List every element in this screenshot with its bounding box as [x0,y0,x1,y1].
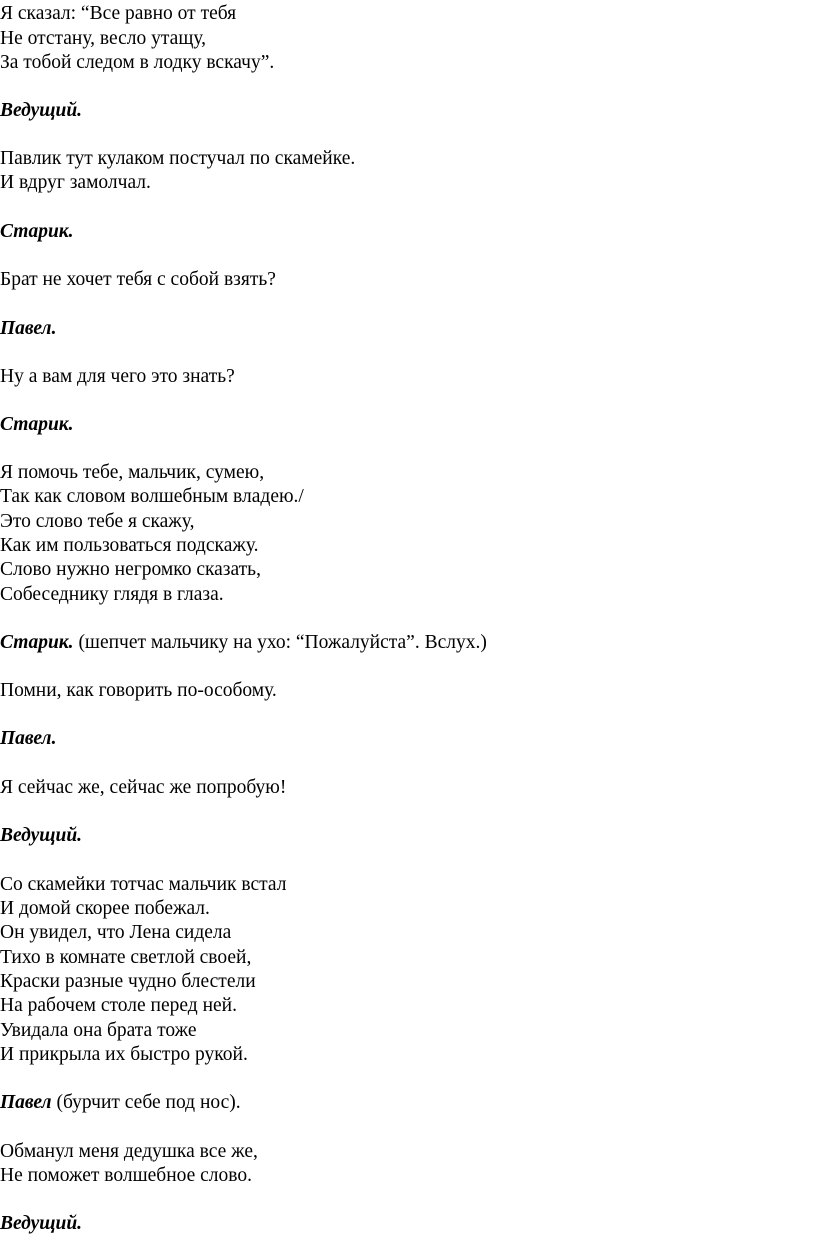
dialogue-line: И вдруг замолчал. [0,172,151,193]
dialogue-line: Как им пользоваться подскажу. [0,535,259,556]
dialogue-line: Обманул меня дедушка все же, [0,1141,258,1162]
dialogue-line: Павлик тут кулаком постучал по скамейке. [0,148,356,169]
dialogue-line: За тобой следом в лодку вскачу”. [0,52,275,73]
speaker-heading: Старик. [0,221,74,242]
dialogue-line: Помни, как говорить по-особому. [0,680,277,701]
dialogue-line: На рабочем столе перед ней. [0,995,237,1016]
dialogue-line: Брат не хочет тебя с собой взять? [0,269,276,290]
dialogue-line: И домой скорее побежал. [0,898,210,919]
dialogue-line: Слово нужно негромко сказать, [0,559,261,580]
speaker-name: Павел [0,1092,52,1113]
dialogue-line: Это слово тебе я скажу, [0,511,195,532]
dialogue-line: Не отстану, весло утащу, [0,28,207,49]
speaker-heading: Ведущий. [0,100,83,121]
dialogue-line: Ну а вам для чего это знать? [0,366,235,387]
dialogue-line: Собеседнику глядя в глаза. [0,584,224,605]
speaker-heading: Ведущий. [0,1213,83,1234]
dialogue-line: Он увидел, что Лена сидела [0,922,232,943]
speaker-heading: Ведущий. [0,825,83,846]
dialogue-line: И прикрыла их быстро рукой. [0,1044,248,1065]
stage-direction-line [0,1091,241,1115]
stage-direction-text: (шепчет мальчику на ухо: “Пожалуйста”. Вслух.) [73,632,487,653]
dialogue-line: Я помочь тебе, мальчик, сумею, [0,462,265,483]
dialogue-line: Краски разные чудно блестели [0,971,256,992]
dialogue-line: Так как словом волшебным владею./ [0,486,304,507]
stage-direction-line [0,631,487,655]
dialogue-line: Я сказал: “Все равно от тебя [0,3,237,24]
dialogue-line: Я сейчас же, сейчас же попробую! [0,777,287,798]
dialogue-line: Со скамейки тотчас мальчик встал [0,874,287,895]
stage-direction-text: (бурчит себе под нос). [51,1092,241,1113]
dialogue-line: Не поможет волшебное слово. [0,1165,252,1186]
speaker-name: Старик. [0,632,74,653]
speaker-heading: Павел. [0,318,57,339]
speaker-heading: Старик. [0,414,74,435]
speaker-heading: Павел. [0,728,57,749]
dialogue-line: Тихо в комнате светлой своей, [0,947,252,968]
dialogue-line: Увидала она брата тоже [0,1020,197,1041]
